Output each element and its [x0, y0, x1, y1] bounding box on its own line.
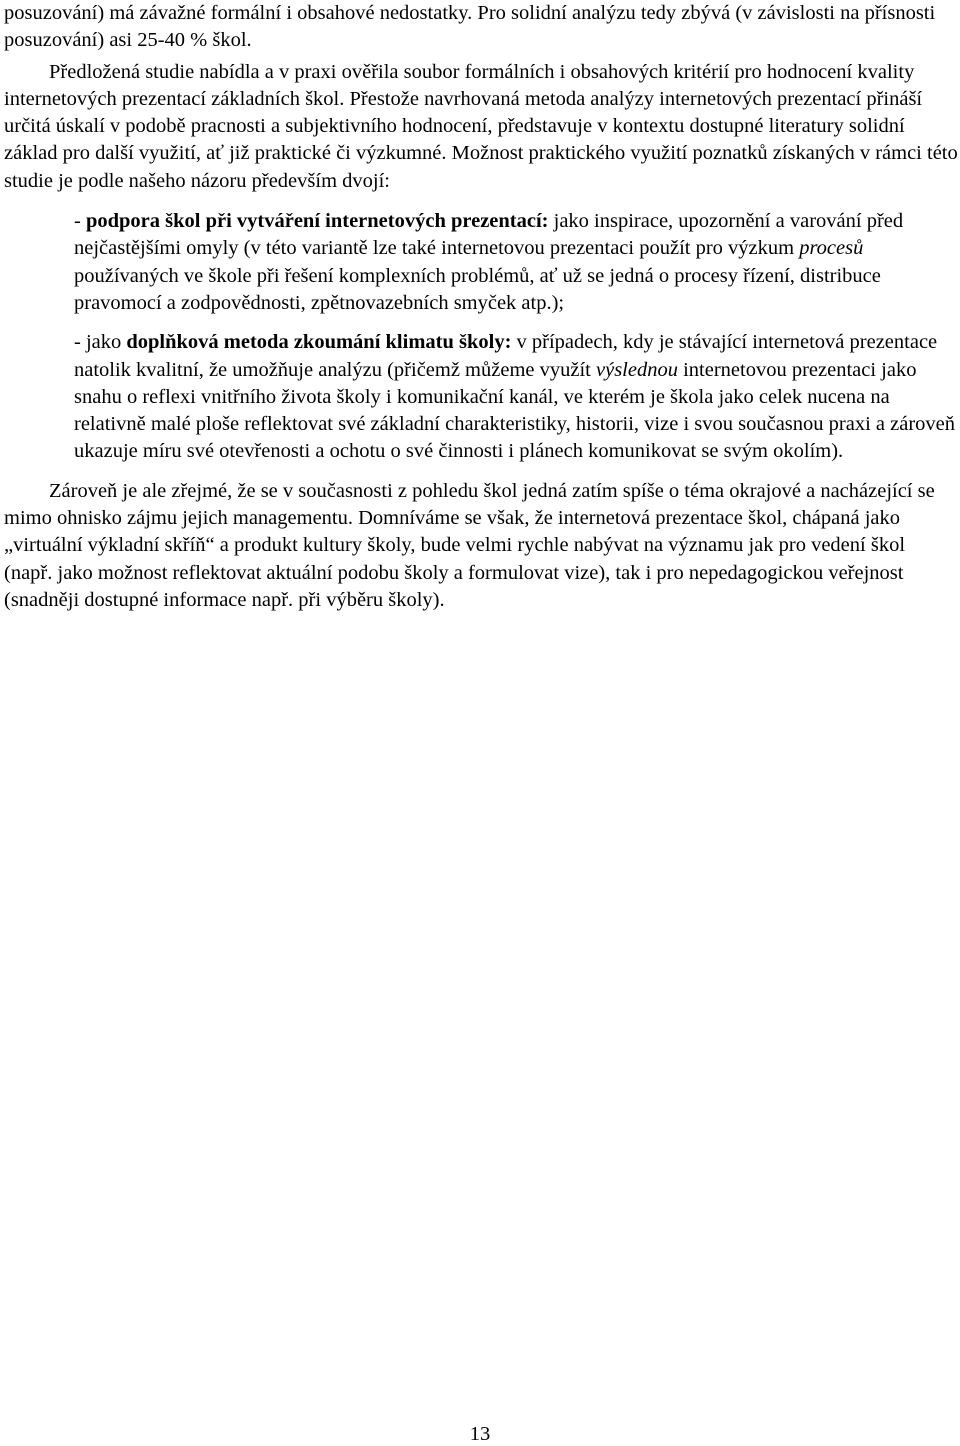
list-item-prefix: - jako — [74, 331, 127, 354]
list-item-text: v případech, kdy je stávající internetová prezentace natolik kvalitní, že umožňuje analýzu (přičemž můžeme využít — [74, 331, 938, 381]
list-item-heading: doplňková metoda zkoumání klimatu školy: — [126, 331, 512, 354]
list-item-text: internetovou prezentaci jako snahu o reflexi vnitřního života školy i komunikační kanál, ve kterém je škola jako celek nucena na relativně malé ploše reflektovat své základní charakteristiky, historii, vize i svou současnou praxi a zároveň ukazuje míru své otevřenosti a ochotu o své činnosti i plánech komunikovat se svým okolím). — [74, 358, 955, 463]
list-item-text: jako inspirace, upozornění a varování před nejčastějšími omyly (v této variantě lze také internetovou prezentaci použít pro výzkum — [74, 210, 904, 260]
list-item-emphasis: výslednou — [596, 358, 678, 381]
list-item-emphasis: procesů — [799, 237, 864, 260]
list-item-heading: podpora škol při vytváření internetových prezentací: — [85, 210, 549, 233]
list-item-school-support — [74, 208, 958, 317]
document-page — [4, 0, 958, 614]
paragraph-study-summary: Předložená studie nabídla a v praxi ověřila soubor formálních i obsahových kritérií pro hodnocení kvality internetových prezentací základních škol. Přestože navrhovaná metoda analýzy internetových prezentací přináší určitá úskalí v podobě pracnosti a subjektivního hodnocení, představuje v kontextu dostupné literatury solidní základ pro další využití, ať již praktické či výzkumné. Možnost praktického využití poznatků získaných v rámci této studie je podle našeho názoru především dvojí: — [4, 60, 958, 192]
list-item-climate-method — [74, 329, 958, 465]
paragraph-conclusion: Zároveň je ale zřejmé, že se v současnosti z pohledu škol jedná zatím spíše o téma okrajové a nacházející se mimo ohnisko zájmu jejich managementu. Domníváme se však, že internetová prezentace škol, chápaná jako „virtuální výkladní skříň“ a produkt kultury školy, bude velmi rychle nabývat na významu jak pro vedení škol (např. jako možnost reflektovat aktuální podobu školy a formulovat vize), tak i pro nepedagogickou veřejnost (snadněji dostupné informace např. při výběru školy). — [4, 479, 935, 611]
list-item-text: používaných ve škole při řešení komplexních problémů, ať už se jedná o procesy řízení, distribuce pravomocí a zodpovědnosti, zpětnovazebních smyček atp.); — [74, 264, 881, 314]
page-number: 13 — [469, 1423, 491, 1445]
paragraph-continuation: posuzování) má závažné formální i obsahové nedostatky. Pro solidní analýzu tedy zbývá (v závislosti na přísnosti posuzování) asi 25-40 % škol. — [4, 2, 936, 52]
list-item-prefix: - — [74, 210, 86, 233]
